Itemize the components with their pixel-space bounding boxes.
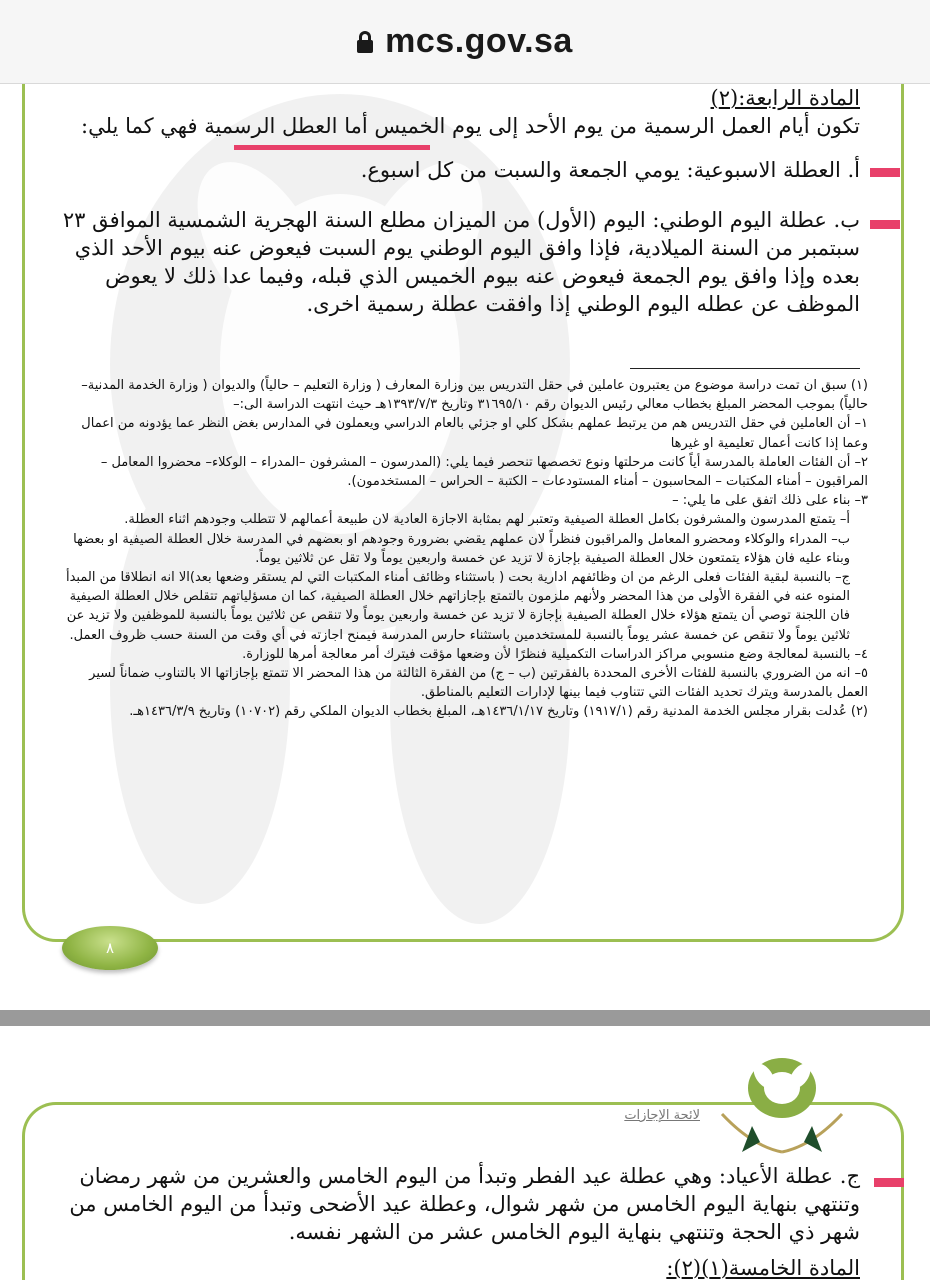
footnote: ٣– بناء على ذلك اتفق على ما يلي: –	[672, 493, 868, 509]
document-page-2	[0, 1026, 930, 1280]
bullet-marker	[870, 168, 900, 177]
footnote-separator	[630, 368, 860, 369]
ministry-logo-icon	[712, 1056, 852, 1156]
article-4-text: تكون أيام العمل الرسمية من يوم الأحد إلى يوم الخميس أما العطل الرسمية فهي كما يلي:	[81, 114, 860, 138]
footnote: (٢) عُدلت بقرار مجلس الخدمة المدنية رقم (١٩١٧/١) وتاريخ ١٤٣٦/١/١٧هـ، المبلغ بخطاب الديوان الملكي رقم (١٠٧٠٢) وتاريخ ١٤٣٦/٣/٩هـ.	[129, 704, 868, 720]
footnotes	[60, 376, 868, 722]
footnote: (١) سبق ان تمت دراسة موضوع من يعتبرون عاملين في حقل التدريس بين وزارة المعارف ( وزارة التعليم – حالياً) والديوان ( وزارة الخدمة المدنية– حالياً) بموجب المحضر المبلغ بخطاب معالي رئيس الديوان رقم ٣١٦٩٥/١٠ وتاريخ ١٣٩٣/٧/٣هـ حيث انتهت الدراسة الى:–	[81, 378, 868, 413]
page-number-badge: ٨	[62, 926, 158, 970]
url-domain[interactable]: mcs.gov.sa	[385, 22, 573, 60]
footnote: ٥– انه من الضروري بالنسبة للفئات الأخرى المحددة بالفقرتين (ب – ج) من الفقرة الثالثة من هذا المحضر الا تتمتع بإجازاتها الا بالتناوب ضماناً لسير العمل بالمدرسة ويترك تحديد الفئات التي تتناوب فيما بينها لإدارات التعليم بالمناطق.	[89, 666, 868, 701]
browser-url-bar[interactable]	[0, 0, 930, 84]
item-weekly-holiday	[60, 156, 860, 184]
bullet-marker	[874, 1178, 904, 1187]
article-5-title: المادة الخامسة(١)(٢):	[666, 1256, 860, 1280]
article-4-title: المادة الرابعة:(٢)	[710, 86, 860, 110]
footnote: ج– بالنسبة لبقية الفئات فعلى الرغم من ان وظائفهم ادارية بحت ( باستثناء وظائف أمناء المكتبات التي لم يستقر وضعها بعد)الا انه انطلاقا من المبدأ المنوه عنه في الفقرة الأولى من هذا المحضر ولأنهم ملزمون بالتمتع بإجازاتهم خلال العطلة الصيفية، كما ان مسؤلياتهم تتقلص خلال العطلة الصيفية فان اللجنة توصي أن يتمتع هؤلاء خلال العطلة الصيفية بإجازة لا تزيد عن خمسة واربعين يوماً ولا تنقص عن ثلاثين يوماً بالنسبة للموظفين ولا تزيد عن ثلاثين يوماً ولا تنقص عن خمسة عشر يوماً بالنسبة للمستخدمين باستثناء حارس المدرسة فيمنح اجازته في أي وقت من السنة حسب ظروف العمل.	[65, 570, 850, 643]
header-label: لائحة الإجازات	[624, 1108, 700, 1123]
footnote: ٢– أن الفئات العاملة بالمدرسة أياً كانت مرحلتها ونوع تخصصها تنحصر فيما يلي: (المدرسون – المشرفون –المدراء – الوكلاء– محضروا المعامل – المراقبون – أمناء المكتبات – المحاسبون – أمناء المستودعات – الكتبة – الحراس – المستخدمون).	[100, 454, 868, 490]
item-letter: أ.	[847, 158, 860, 182]
item-letter: ب.	[833, 208, 860, 232]
page-separator	[0, 1010, 930, 1026]
lock-icon	[357, 31, 373, 53]
item-national-day	[60, 206, 860, 318]
item-eid-holidays	[60, 1162, 860, 1246]
item-text: عطلة اليوم الوطني: اليوم (الأول) من الميزان مطلع السنة الهجرية الشمسية الموافق ٢٣ سبتمبر من السنة الميلادية، فإذا وافق اليوم الوطني يوم السبت فيعوض عنه بيوم الأحد الذي بعده وإذا وافق يوم الجمعة فيعوض عنه بيوم الخميس الذي قبله، وفيما عدا ذلك لا يعوض الموظف عن عطله اليوم الوطني إذا وافقت عطلة رسمية اخرى.	[62, 208, 860, 316]
footnote: ٤– بالنسبة لمعالجة وضع منسوبي مراكز الدراسات التكميلية فنظرًا لأن وضعها مؤقت فيترك أمر معالجة أمرها للوزارة.	[242, 646, 868, 662]
footnote: أ– يتمتع المدرسون والمشرفون بكامل العطلة الصيفية وتعتبر لهم بمثابة الاجازة العادية لان طبيعة أعمالهم لا تتطلب وجودهم اثناء العطلة.	[124, 512, 850, 528]
highlight-underline	[234, 145, 430, 150]
item-letter: ج.	[839, 1164, 860, 1188]
bullet-marker	[870, 220, 900, 229]
item-text: العطلة الاسبوعية: يومي الجمعة والسبت من كل اسبوع.	[360, 158, 841, 182]
footnote: ب– المدراء والوكلاء ومحضرو المعامل والمراقبون فنظراً لان عملهم يقضي بضرورة وجودهم او بعضهم في المدرسة خلال العطلة الصيفية او بعضها وبناء عليه فان هؤلاء يتمتعون خلال العطلة الصيفية بإجازة لا تزيد عن خمسة واربعين يوماً ولا تقل عن ثلاثين يوماً.	[73, 531, 850, 566]
item-text: عطلة الأعياد: وهي عطلة عيد الفطر وتبدأ من اليوم الخامس والعشرين من شهر رمضان وتنتهي بنهاية اليوم الخامس من شهر شوال، وعطلة عيد الأضحى وتبدأ من اليوم الخامس من شهر ذي الحجة وتنتهي بنهاية اليوم الخامس عشر من الشهر نفسه.	[69, 1164, 860, 1244]
footnote: ١– أن العاملين في حقل التدريس هم من يرتبط عملهم بشكل كلي او جزئي بالعام الدراسي ويعملون في المدارس بغض النظر عما يؤدونه من اعمال وعما إذا كانت أعمال تعليمية او غيرها	[81, 416, 868, 451]
document-page-1	[0, 84, 930, 1010]
